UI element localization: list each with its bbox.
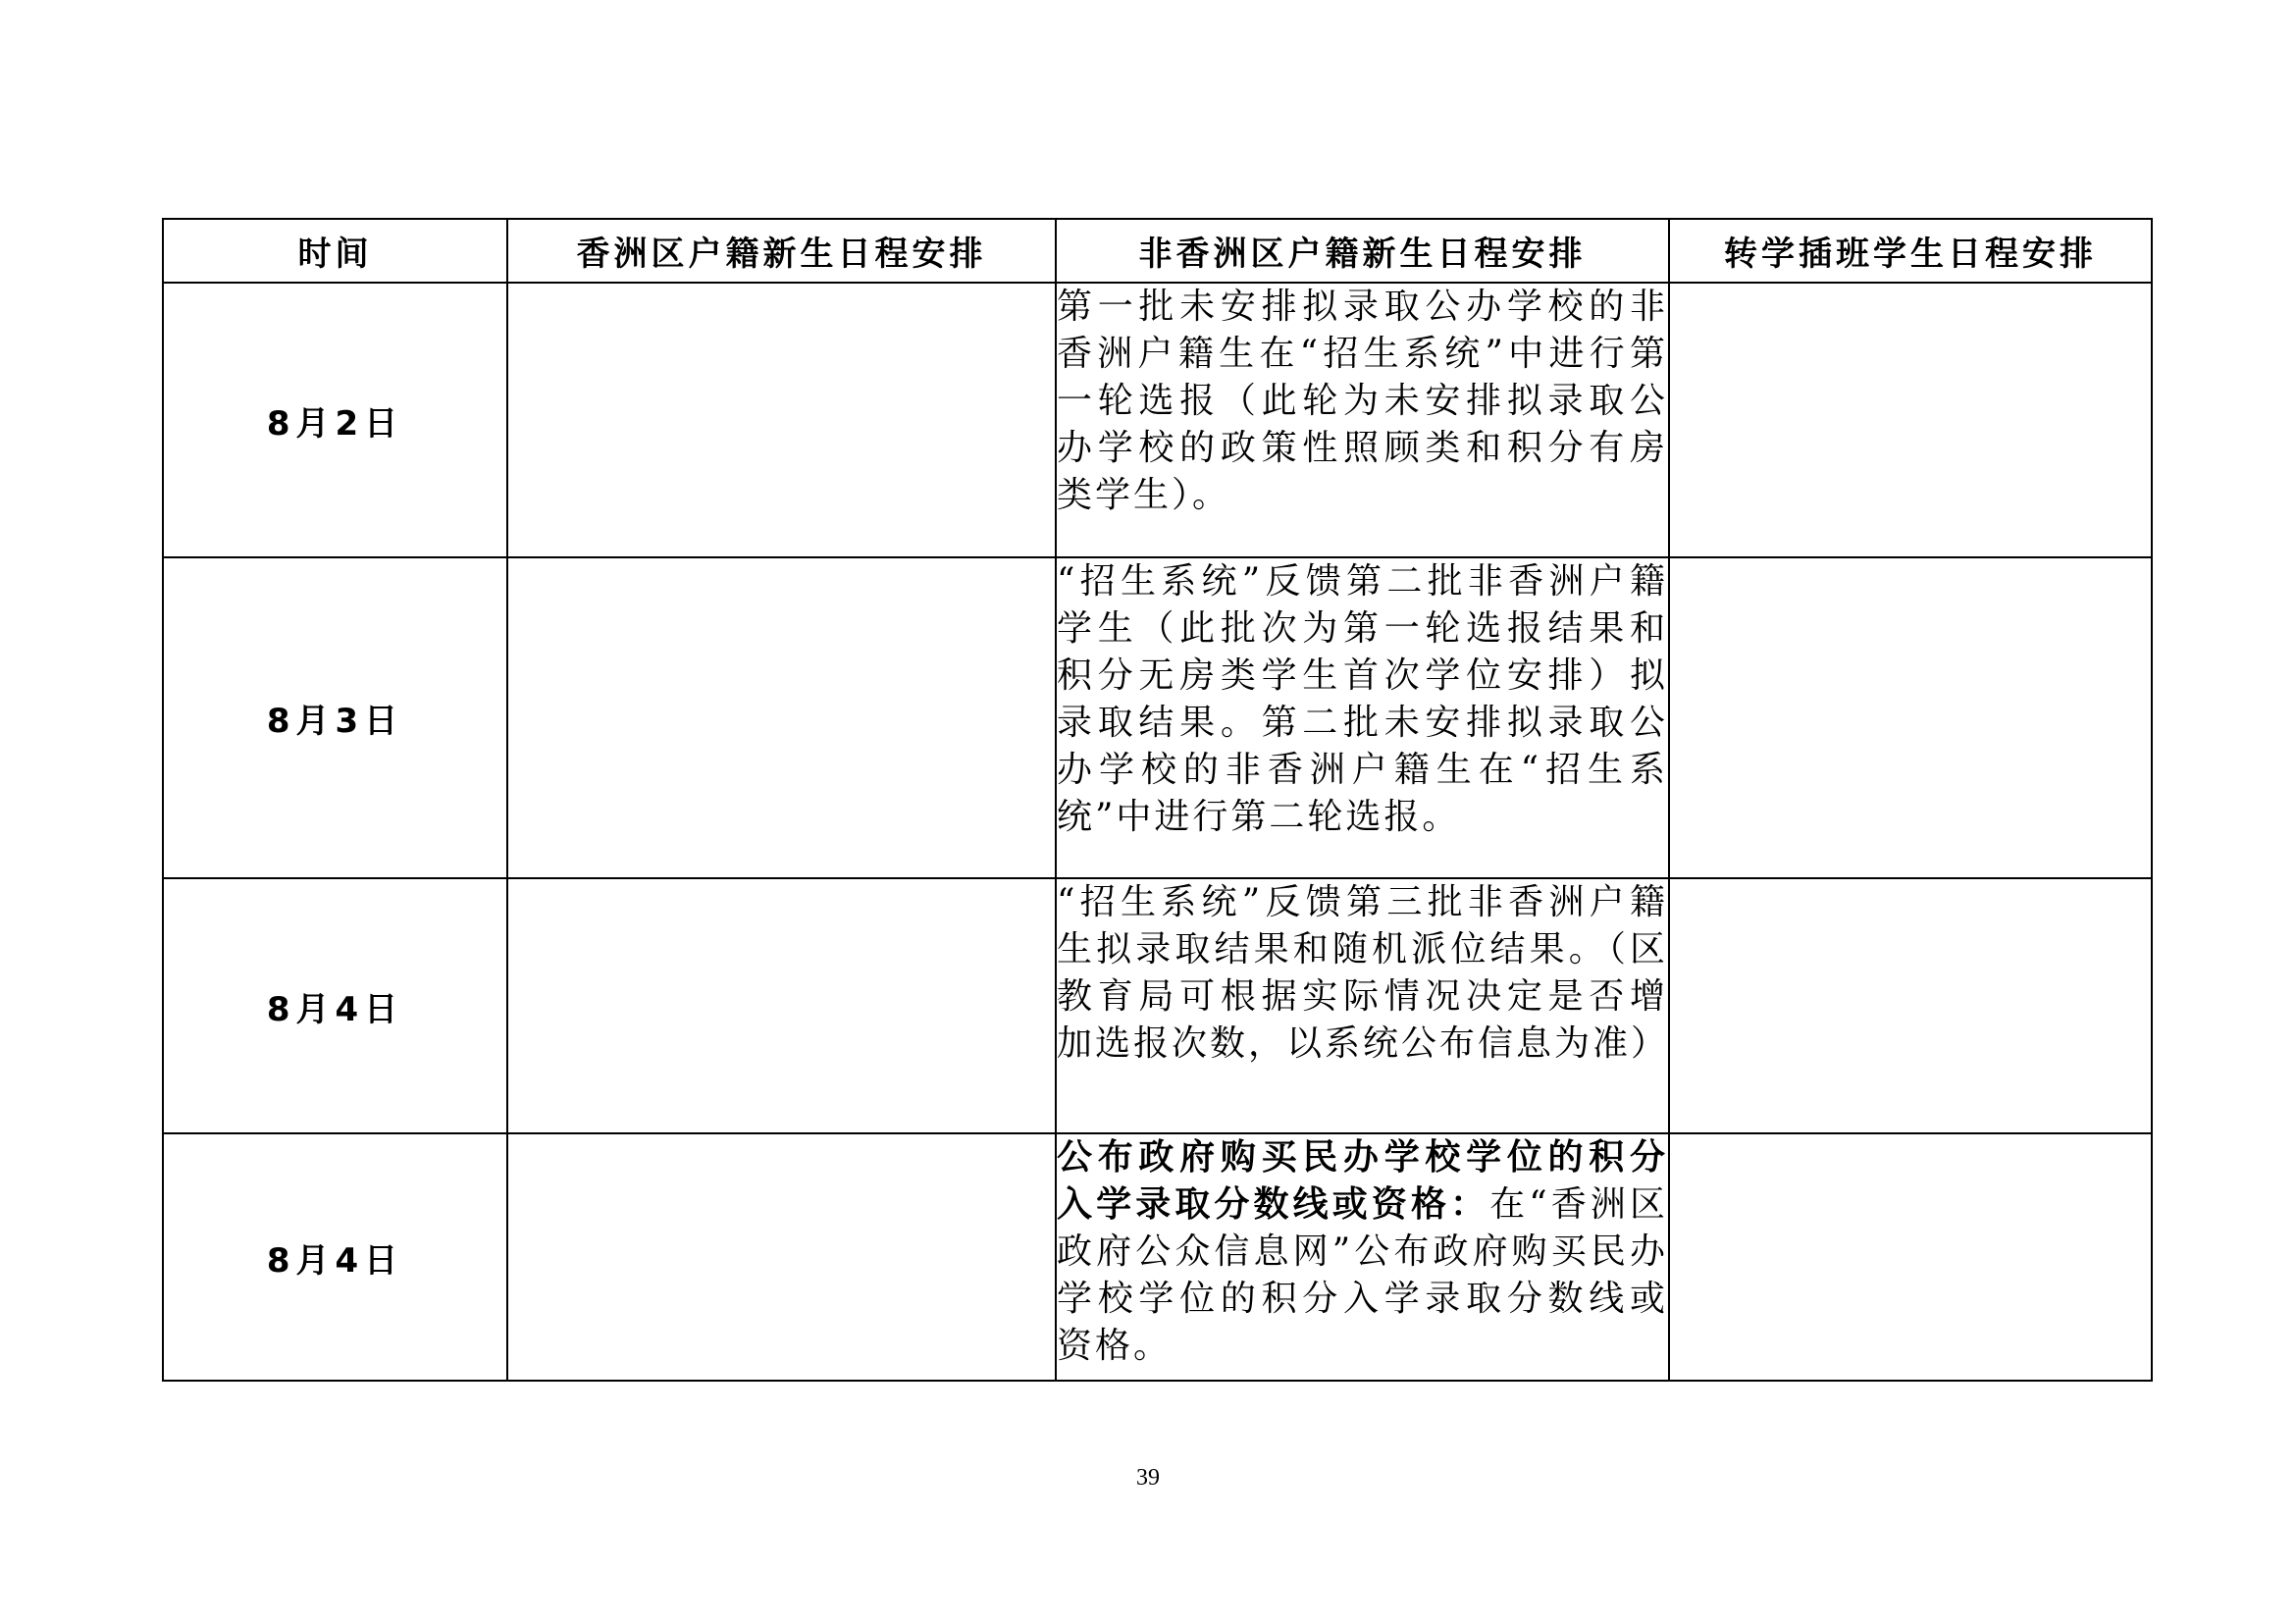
page-number: 39	[1136, 1465, 1160, 1491]
cell-transfer	[1669, 283, 2152, 557]
cell-xiangzhou	[507, 557, 1056, 878]
table-row	[163, 283, 2152, 557]
header-non-xiangzhou-new-students: 非香洲区户籍新生日程安排	[1056, 219, 1669, 283]
cell-non-xiangzhou: 第一批未安排拟录取公办学校的非香洲户籍生在“招生系统”中进行第一轮选报（此轮为未安排拟录取公办学校的政策性照顾类和积分有房类学生）。	[1056, 283, 1669, 557]
row-date: 8月4日	[163, 1133, 507, 1381]
table-row	[163, 1133, 2152, 1381]
cell-xiangzhou	[507, 283, 1056, 557]
cell-xiangzhou	[507, 878, 1056, 1133]
announcement-text: 在“香洲区政府公众信息网”公布政府购买民办学校学位的积分入学录取分数线或资格。	[1057, 1184, 1668, 1366]
row-date: 8月4日	[163, 878, 507, 1133]
announcement-heading: 公布政府购买民办学校学位的积分入学录取分数线或资格：	[1057, 1137, 1668, 1225]
row-date: 8月2日	[163, 283, 507, 557]
header-xiangzhou-new-students: 香洲区户籍新生日程安排	[507, 219, 1056, 283]
row-date: 8月3日	[163, 557, 507, 878]
table-row	[163, 878, 2152, 1133]
cell-transfer	[1669, 557, 2152, 878]
cell-non-xiangzhou: “招生系统”反馈第三批非香洲户籍生拟录取结果和随机派位结果。（区教育局可根据实际情况决定是否增加选报次数，以系统公布信息为准）	[1056, 878, 1669, 1133]
schedule-table	[162, 218, 2153, 1382]
header-transfer-students: 转学插班学生日程安排	[1669, 219, 2152, 283]
cell-transfer	[1669, 878, 2152, 1133]
table-row	[163, 557, 2152, 878]
table-header-row	[163, 219, 2152, 283]
cell-xiangzhou	[507, 1133, 1056, 1381]
cell-non-xiangzhou	[1056, 1133, 1669, 1381]
cell-transfer	[1669, 1133, 2152, 1381]
header-time: 时间	[163, 219, 507, 283]
cell-non-xiangzhou: “招生系统”反馈第二批非香洲户籍学生（此批次为第一轮选报结果和积分无房类学生首次学位安排）拟录取结果。第二批未安排拟录取公办学校的非香洲户籍生在“招生系统”中进行第二轮选报。	[1056, 557, 1669, 878]
